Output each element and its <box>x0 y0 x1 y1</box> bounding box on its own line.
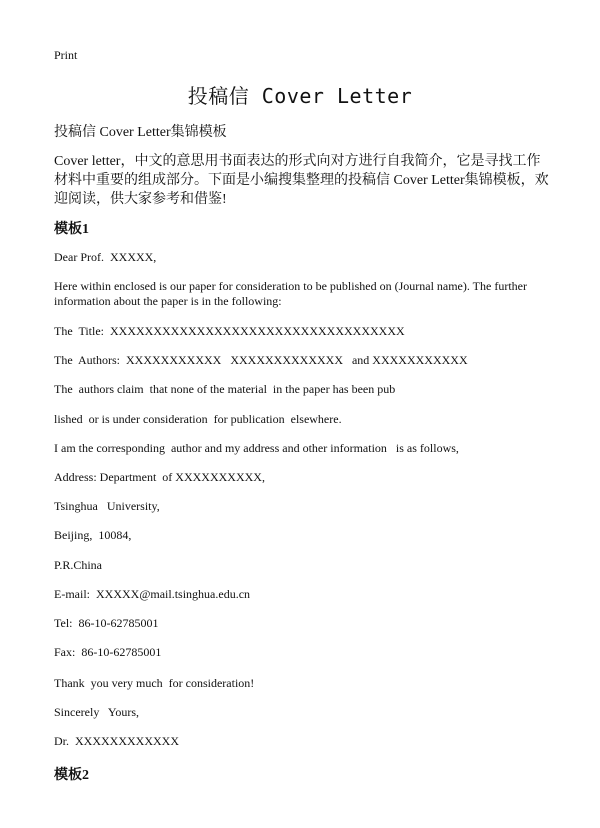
letter-tel: Tel: 86-10-62785001 <box>54 616 159 630</box>
letter-thanks: Thank you very much for consideration! <box>54 676 255 690</box>
page-title: 投稿信 Cover Letter <box>187 84 413 108</box>
intro-paragraph: Cover letter，中文的意思用书面表达的形式向对方进行自我简介，它是寻找工作材料中重要的组成部分。下面是小编搜集整理的投稿信 Cover Letter集锦模板，欢迎阅读，供大家参考和借鉴! <box>54 154 549 207</box>
letter-address-line-4: P.R.China <box>54 558 103 572</box>
letter-closing: Sincerely Yours, <box>54 705 140 719</box>
letter-corresponding-line: I am the corresponding author and my address and other information is as follows, <box>54 441 459 455</box>
letter-address-line-1: Address: Department of XXXXXXXXXX, <box>54 470 265 484</box>
letter-email: E-mail: XXXXX@mail.tsinghua.edu.cn <box>54 587 251 601</box>
letter-claim-line-1: The authors claim that none of the material in the paper has been pub <box>54 382 396 396</box>
letter-authors-line: The Authors: XXXXXXXXXXX XXXXXXXXXXXXX and XXXXXXXXXXX <box>54 353 468 367</box>
letter-fax: Fax: 86-10-62785001 <box>54 645 162 659</box>
template-1-heading: 模板1 <box>54 222 89 237</box>
letter-salutation: Dear Prof. XXXXX, <box>54 250 157 264</box>
subtitle: 投稿信 Cover Letter集锦模板 <box>54 125 227 140</box>
letter-title-line: The Title: XXXXXXXXXXXXXXXXXXXXXXXXXXXXXXXXXX <box>54 324 405 338</box>
template-2-heading: 模板2 <box>54 768 89 783</box>
letter-claim-line-2: lished or is under consideration for publication elsewhere. <box>54 412 342 426</box>
letter-address-line-3: Beijing, 10084, <box>54 528 132 542</box>
letter-signature: Dr. XXXXXXXXXXXX <box>54 734 179 748</box>
print-link[interactable]: Print <box>54 48 78 62</box>
letter-address-line-2: Tsinghua University, <box>54 499 160 513</box>
letter-paragraph-1: Here within enclosed is our paper for consideration to be published on (Journal name). The further information about the paper is in the following: <box>54 279 527 308</box>
